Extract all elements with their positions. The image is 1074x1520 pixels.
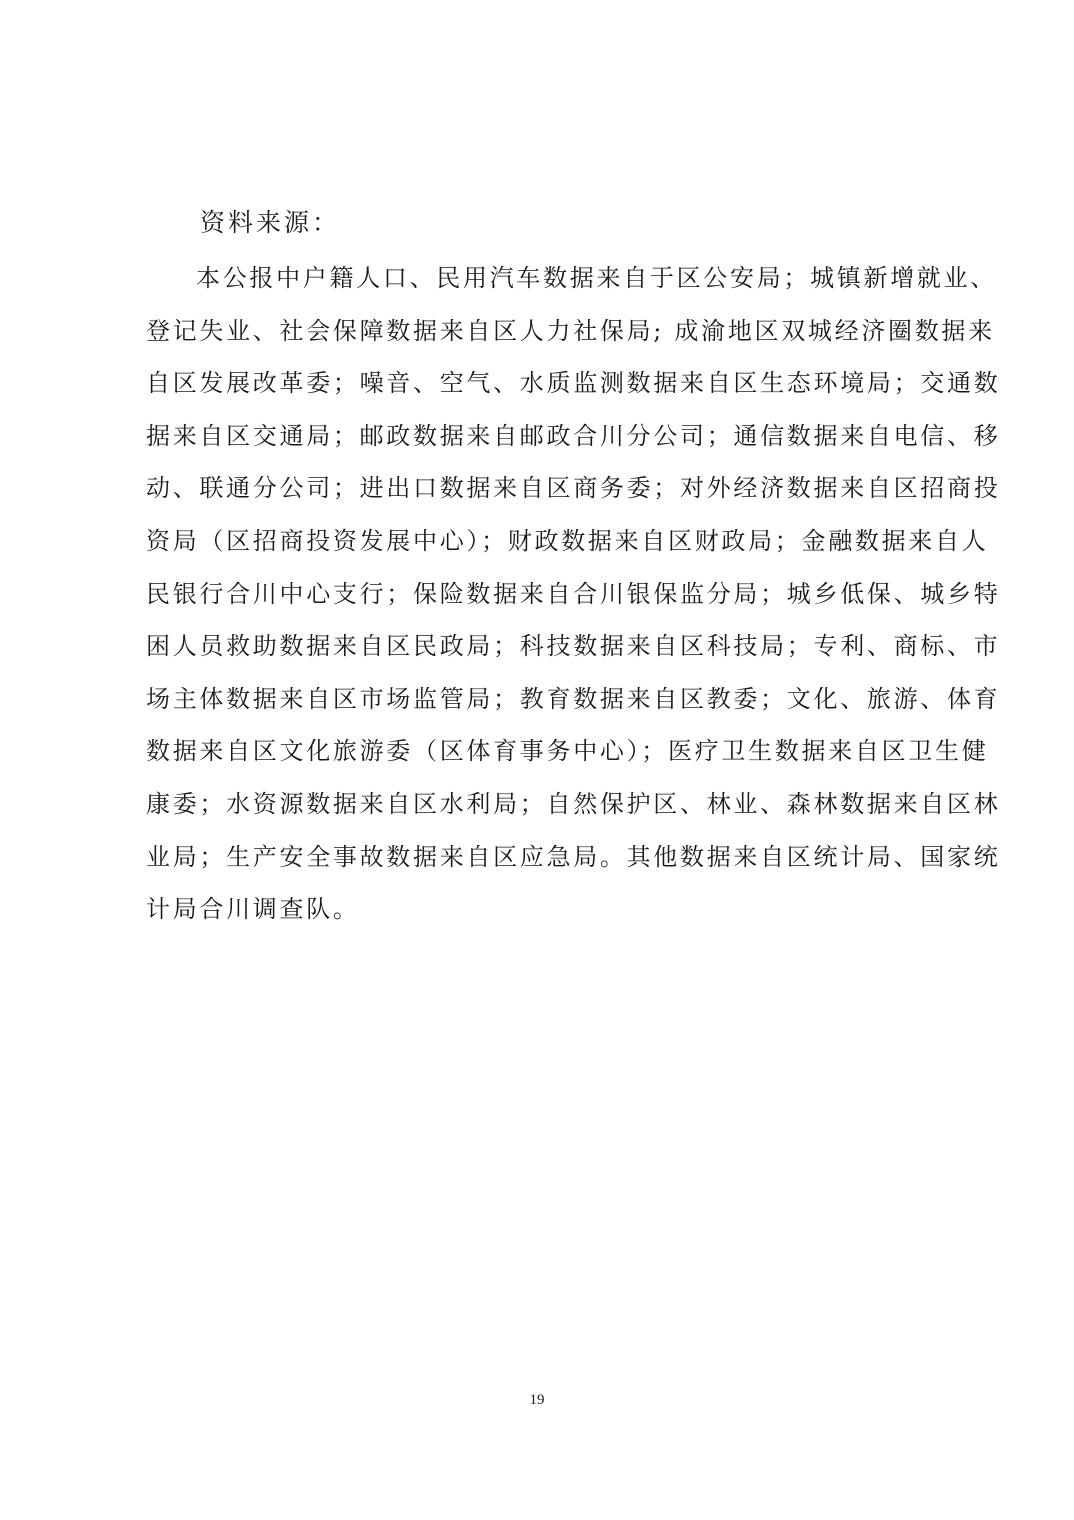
paragraph-line: 动、联通分公司；进出口数据来自区商务委；对外经济数据来自区招商投 <box>146 474 1001 503</box>
page-number: 19 <box>529 1392 545 1408</box>
paragraph-line: 据来自区交通局；邮政数据来自邮政合川分公司；通信数据来自电信、移 <box>146 421 1001 450</box>
paragraph-line: 自区发展改革委；噪音、空气、水质监测数据来自区生态环境局；交通数 <box>146 369 1001 398</box>
paragraph-line: 康委；水资源数据来自区水利局；自然保护区、林业、森林数据来自区林 <box>146 789 1001 818</box>
paragraph-line: 困人员救助数据来自区民政局；科技数据来自区科技局；专利、商标、市 <box>146 632 1001 661</box>
paragraph-line: 登记失业、社会保障数据来自区人力社保局; 成渝地区双城经济圈数据来 <box>146 316 995 345</box>
section-heading: 资料来源： <box>200 208 341 237</box>
paragraph-line: 本公报中户籍人口、民用汽车数据来自于区公安局；城镇新增就业、 <box>196 264 997 292</box>
paragraph-data-sources <box>146 256 1046 940</box>
paragraph-line: 民银行合川中心支行；保险数据来自合川银保监分局；城乡低保、城乡特 <box>146 579 1001 608</box>
paragraph-line: 业局；生产安全事故数据来自区应急局。其他数据来自区统计局、国家统 <box>146 842 1001 871</box>
paragraph-line: 数据来自区文化旅游委（区体育事务中心）；医疗卫生数据来自区卫生健 <box>146 737 989 766</box>
paragraph-line: 资局（区招商投资发展中心）；财政数据来自区财政局；金融数据来自人 <box>146 526 989 555</box>
paragraph-line: 计局合川调查队。 <box>146 895 360 924</box>
paragraph-line: 场主体数据来自区市场监管局；教育数据来自区教委；文化、旅游、体育 <box>146 684 1001 713</box>
